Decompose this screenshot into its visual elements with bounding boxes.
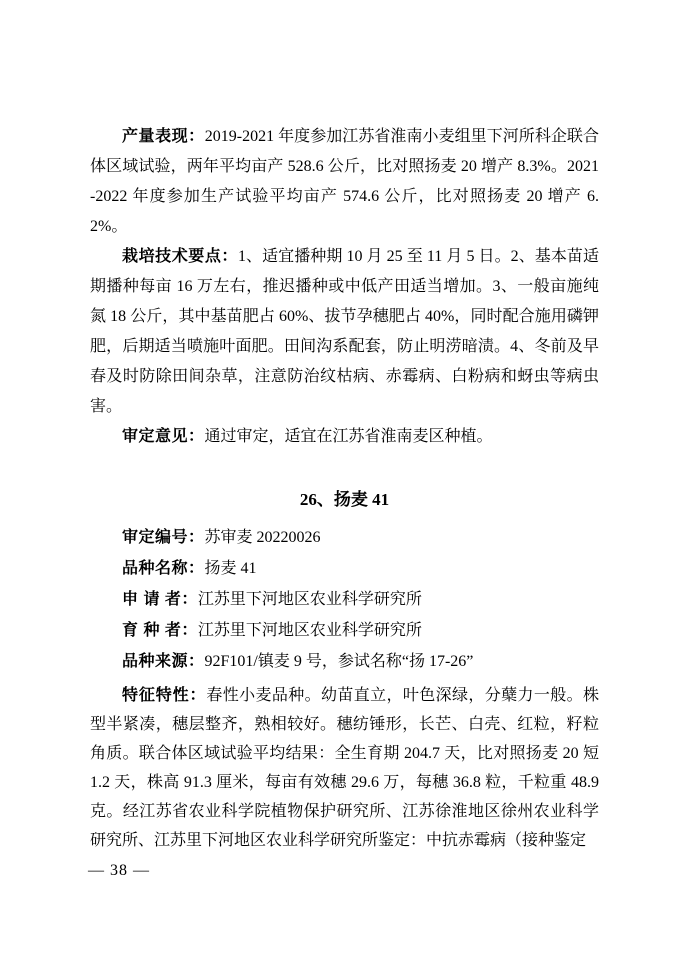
page-number: — 38 — [88, 862, 150, 879]
paragraph-approval-opinion [90, 422, 599, 452]
field-applicant [90, 584, 599, 615]
breeder-value: 江苏里下河地区农业科学研究所 [197, 622, 422, 639]
approval-opinion-text: 通过审定，适宜在江苏省淮南麦区种植。 [204, 428, 493, 445]
paragraph-cultivation-techniques [90, 242, 599, 422]
variety-name-value: 扬麦 41 [204, 560, 257, 577]
field-breeder [90, 615, 599, 646]
approval-number-value: 苏审麦 20220026 [204, 529, 321, 546]
approval-number-label: 审定编号： [122, 529, 205, 546]
field-approval-number [90, 522, 599, 553]
variety-origin-value: 92F101/镇麦 9 号，参试名称“扬 17-26” [204, 653, 474, 670]
document-body [90, 122, 599, 855]
variety-origin-label: 品种来源： [122, 653, 205, 670]
variety-section-heading: 26、扬麦 41 [299, 490, 390, 509]
breeder-label: 育 种 者： [122, 622, 198, 639]
paragraph-yield-performance [90, 122, 599, 242]
applicant-label: 申 请 者： [122, 591, 198, 608]
cultivation-techniques-text: 1、适宜播种期 10 月 25 至 11 月 5 日。2、基本苗适期播种每亩 16 万左右，推迟播种或中低产田适当增加。3、一般亩施纯氮 18 公斤，其中基苗肥占 60%、拔节孕穗肥占 40%，同时配合施用磷钾肥，后期适当喷施叶面肥。田间沟系配套，防止明涝暗渍。4、冬前及早春及时防除田间杂草，注意防治纹枯病、赤霉病、白粉病和蚜虫等病虫害。 [90, 248, 599, 415]
yield-performance-label: 产量表现： [122, 128, 205, 145]
approval-opinion-label: 审定意见： [122, 428, 205, 445]
field-variety-origin [90, 646, 599, 677]
field-variety-name [90, 553, 599, 584]
cultivation-techniques-label: 栽培技术要点： [122, 248, 238, 265]
characteristics-label: 特征特性： [122, 687, 207, 704]
applicant-value: 江苏里下河地区农业科学研究所 [197, 591, 422, 608]
characteristics-text: 春性小麦品种。幼苗直立，叶色深绿，分蘖力一般。株型半紧凑，穗层整齐，熟相较好。穗纺锤形，长芒、白壳、红粒，籽粒角质。联合体区域试验平均结果：全生育期 204.7 天，比对照扬麦 20 短 1.2 天，株高 91.3 厘米，每亩有效穗 29.6 万，每穗 36.8 粒，千粒重 48.9 克。经江苏省农业科学院植物保护研究所、江苏徐淮地区徐州农业科学研究所、江苏里下河地区农业科学研究所鉴定：中抗赤霉病（接种鉴定 [90, 687, 599, 849]
variety-name-label: 品种名称： [122, 560, 205, 577]
paragraph-characteristics [90, 681, 599, 855]
yield-performance-text: 2019-2021 年度参加江苏省淮南小麦组里下河所科企联合体区域试验，两年平均亩产 528.6 公斤，比对照扬麦 20 增产 8.3%。2021-2022 年度参加生产试验平均亩产 574.6 公斤，比对照扬麦 20 增产 6.2%。 [90, 128, 599, 235]
